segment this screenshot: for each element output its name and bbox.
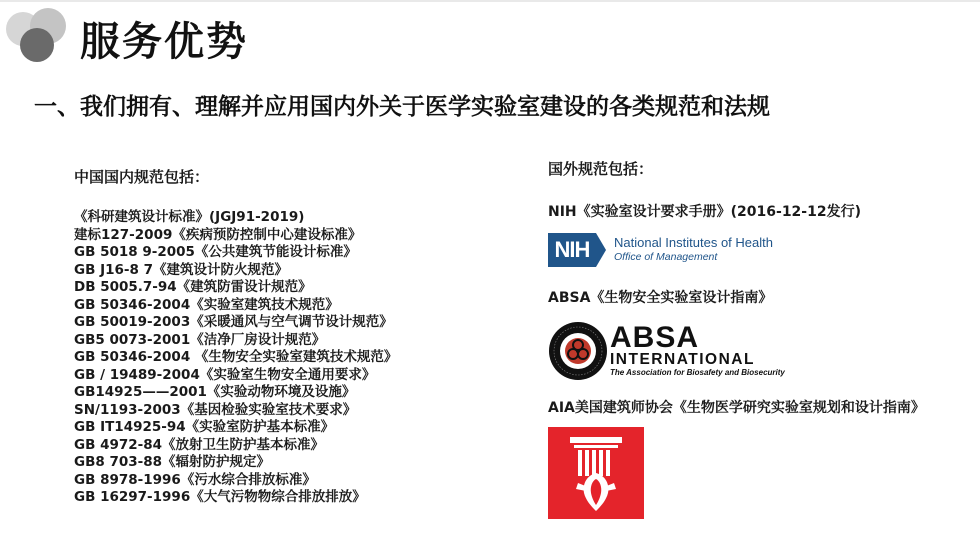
absa-tagline: The Association for Biosafety and Biosecurity: [610, 368, 785, 377]
list-item: GB 50019-2003《采暖通风与空气调节设计规范》: [74, 314, 393, 330]
list-item: DB 5005.7-94《建筑防雷设计规范》: [74, 279, 312, 295]
list-item: GB J16-8 7《建筑设计防火规范》: [74, 261, 288, 278]
absa-logo-text: [610, 321, 785, 378]
domestic-standards-list: [74, 209, 514, 507]
list-item: GB8 703-88《辐射防护规定》: [74, 454, 271, 470]
domestic-standards-column: [74, 166, 514, 507]
absa-international: INTERNATIONAL: [610, 351, 755, 368]
nih-badge: [548, 233, 606, 267]
nih-office: Office of Management: [614, 251, 718, 263]
list-item: GB / 19489-2004《实验室生物安全通用要求》: [74, 366, 376, 383]
top-border-line: [0, 0, 980, 2]
section-subtitle: 一、我们拥有、理解并应用国内外关于医学实验室建设的各类规范和法规: [34, 94, 770, 120]
aia-logo-icon: [548, 427, 644, 519]
list-item: GB5 0073-2001《洁净厂房设计规范》: [74, 331, 326, 348]
nih-abbr: NIH: [548, 233, 596, 267]
domestic-heading: 中国国内规范包括：: [74, 168, 210, 186]
list-item: GB 8978-1996《污水综合排放标准》: [74, 471, 316, 488]
absa-standard-title: ABSA《生物安全实验室设计指南》: [548, 290, 773, 306]
nih-arrow-icon: [596, 233, 606, 267]
list-item: SN/1193-2003《基因检验实验室技术要求》: [74, 401, 357, 418]
absa-logo: [548, 319, 968, 383]
foreign-heading: 国外规范包括：: [548, 160, 654, 178]
absa-seal-icon: [548, 321, 608, 381]
list-item: GB 5018 9-2005《公共建筑节能设计标准》: [74, 244, 357, 260]
nih-logo-text: [614, 235, 773, 265]
aia-standard-title: AIA美国建筑师协会《生物医学研究实验室规划和设计指南》: [548, 400, 925, 416]
list-item: GB14925——2001《实验动物环境及设施》: [74, 384, 356, 400]
list-item: GB 16297-1996《大气污物物综合排放排放》: [74, 489, 366, 505]
list-item: GB IT14925-94《实验室防护基本标准》: [74, 419, 335, 435]
nih-standard-title: NIH《实验室设计要求手册》(2016-12-12发行): [548, 204, 861, 220]
page-title: 服务优势: [80, 19, 248, 65]
foreign-standards-column: [548, 158, 968, 523]
nih-name: National Institutes of Health: [614, 235, 773, 250]
list-item: GB 50346-2004 《生物安全实验室建筑技术规范》: [74, 349, 398, 365]
list-item: 建标127-2009《疾病预防控制中心建设标准》: [74, 226, 362, 243]
list-item: GB 4972-84《放射卫生防护基本标准》: [74, 436, 325, 453]
nih-logo: [548, 231, 968, 269]
dark-circle: [20, 28, 54, 62]
list-item: GB 50346-2004《实验室建筑技术规范》: [74, 296, 339, 313]
absa-wordmark: ABSA: [610, 321, 700, 354]
list-item: 《科研建筑设计标准》(JGJ91-2019): [74, 209, 305, 225]
decorative-circles-logo: [6, 4, 76, 64]
